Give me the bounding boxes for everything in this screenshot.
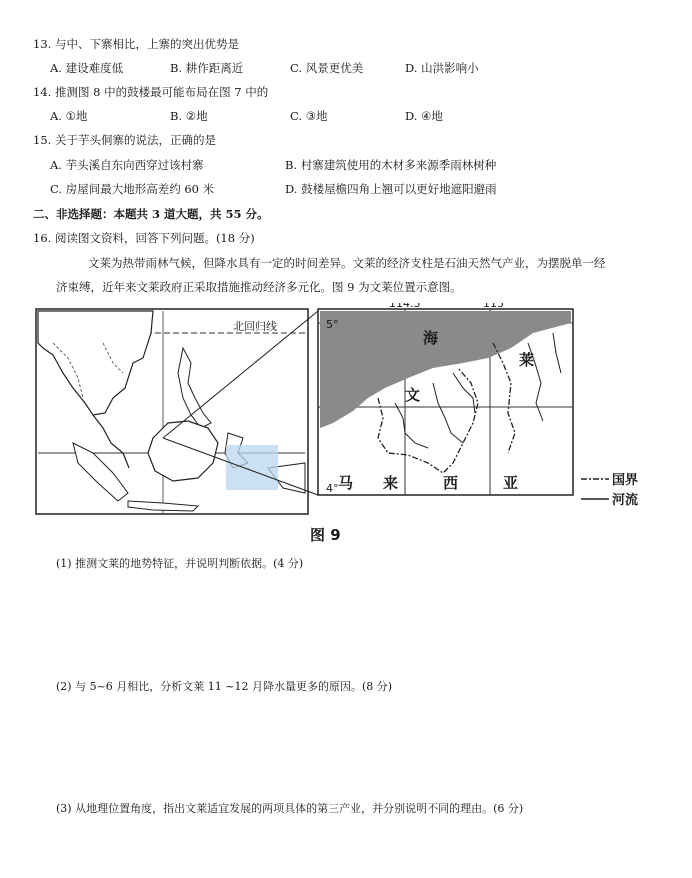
q14-option-d: D. ④地	[405, 109, 443, 123]
q16-subquestion-1: (1) 推测文莱的地势特征，并说明判断依据。(4 分)	[56, 557, 304, 570]
q15-option-c: C. 房屋间最大地形高差约 60 米	[50, 182, 215, 196]
lai-label: 莱	[519, 351, 535, 369]
malaysia-char-1: 马	[338, 474, 354, 492]
sea-label: 海	[423, 329, 439, 347]
q13-option-a: A. 建设难度低	[50, 61, 124, 75]
q16-subquestion-2: (2) 与 5~6 月相比，分析文莱 11 ~12 月降水量更多的原因。(8 分)	[56, 680, 393, 693]
figure-9-map	[33, 303, 653, 523]
q16-paragraph-line-1: 文莱为热带雨林气候，但降水具有一定的时间差异。文莱的经济支柱是石油天然气产业，为摆脱单一经	[88, 256, 606, 270]
malaysia-char-4: 亚	[503, 474, 519, 492]
legend-border-label: 国界	[612, 473, 639, 488]
question-14-stem: 14. 推测图 8 中的鼓楼最可能布局在图 7 中的	[33, 85, 269, 99]
q16-subquestion-3: (3) 从地理位置角度，指出文莱适宜发展的两项具体的第三产业，并分别说明不同的理由。(6 分)	[56, 802, 524, 815]
q13-option-b: B. 耕作距离近	[170, 61, 244, 75]
q14-option-c: C. ③地	[290, 109, 328, 123]
q16-paragraph-line-2: 济束缚，近年来文莱政府正采取措施推动经济多元化。图 9 为文莱位置示意图。	[56, 280, 462, 294]
figure-caption: 图 9	[310, 526, 341, 544]
section-heading: 二、非选择题：本题共 3 道大题，共 55 分。	[33, 207, 269, 221]
question-16-stem: 16. 阅读图文资料，回答下列问题。(18 分)	[33, 231, 255, 245]
malaysia-char-3: 西	[443, 474, 459, 492]
lon-115-label: 115°	[483, 303, 510, 310]
q15-option-a: A. 芋头溪自东向西穿过该村寨	[50, 158, 204, 172]
brunei-locator-highlight	[226, 445, 278, 490]
q15-option-d: D. 鼓楼屋檐四角上翘可以更好地遮阳避雨	[285, 182, 497, 196]
q13-option-d: D. 山洪影响小	[405, 61, 479, 75]
lat-4-label: 4°	[326, 482, 339, 495]
q14-option-a: A. ①地	[50, 109, 88, 123]
lat-5-label: 5°	[326, 318, 339, 331]
tropic-label: 北回归线	[233, 320, 277, 333]
question-15-stem: 15. 关于芋头侗寨的说法，正确的是	[33, 133, 216, 147]
q15-option-b: B. 村寨建筑使用的木材多来源季雨林树种	[285, 158, 497, 172]
q14-option-b: B. ②地	[170, 109, 208, 123]
lon-114-5-label: 114.5°	[389, 303, 426, 310]
legend-river-label: 河流	[612, 493, 639, 508]
question-13-stem: 13. 与中、下寨相比，上寨的突出优势是	[33, 37, 239, 51]
malaysia-char-2: 来	[383, 474, 399, 492]
q13-option-c: C. 风景更优美	[290, 61, 364, 75]
brunei-label: 文	[405, 386, 421, 404]
